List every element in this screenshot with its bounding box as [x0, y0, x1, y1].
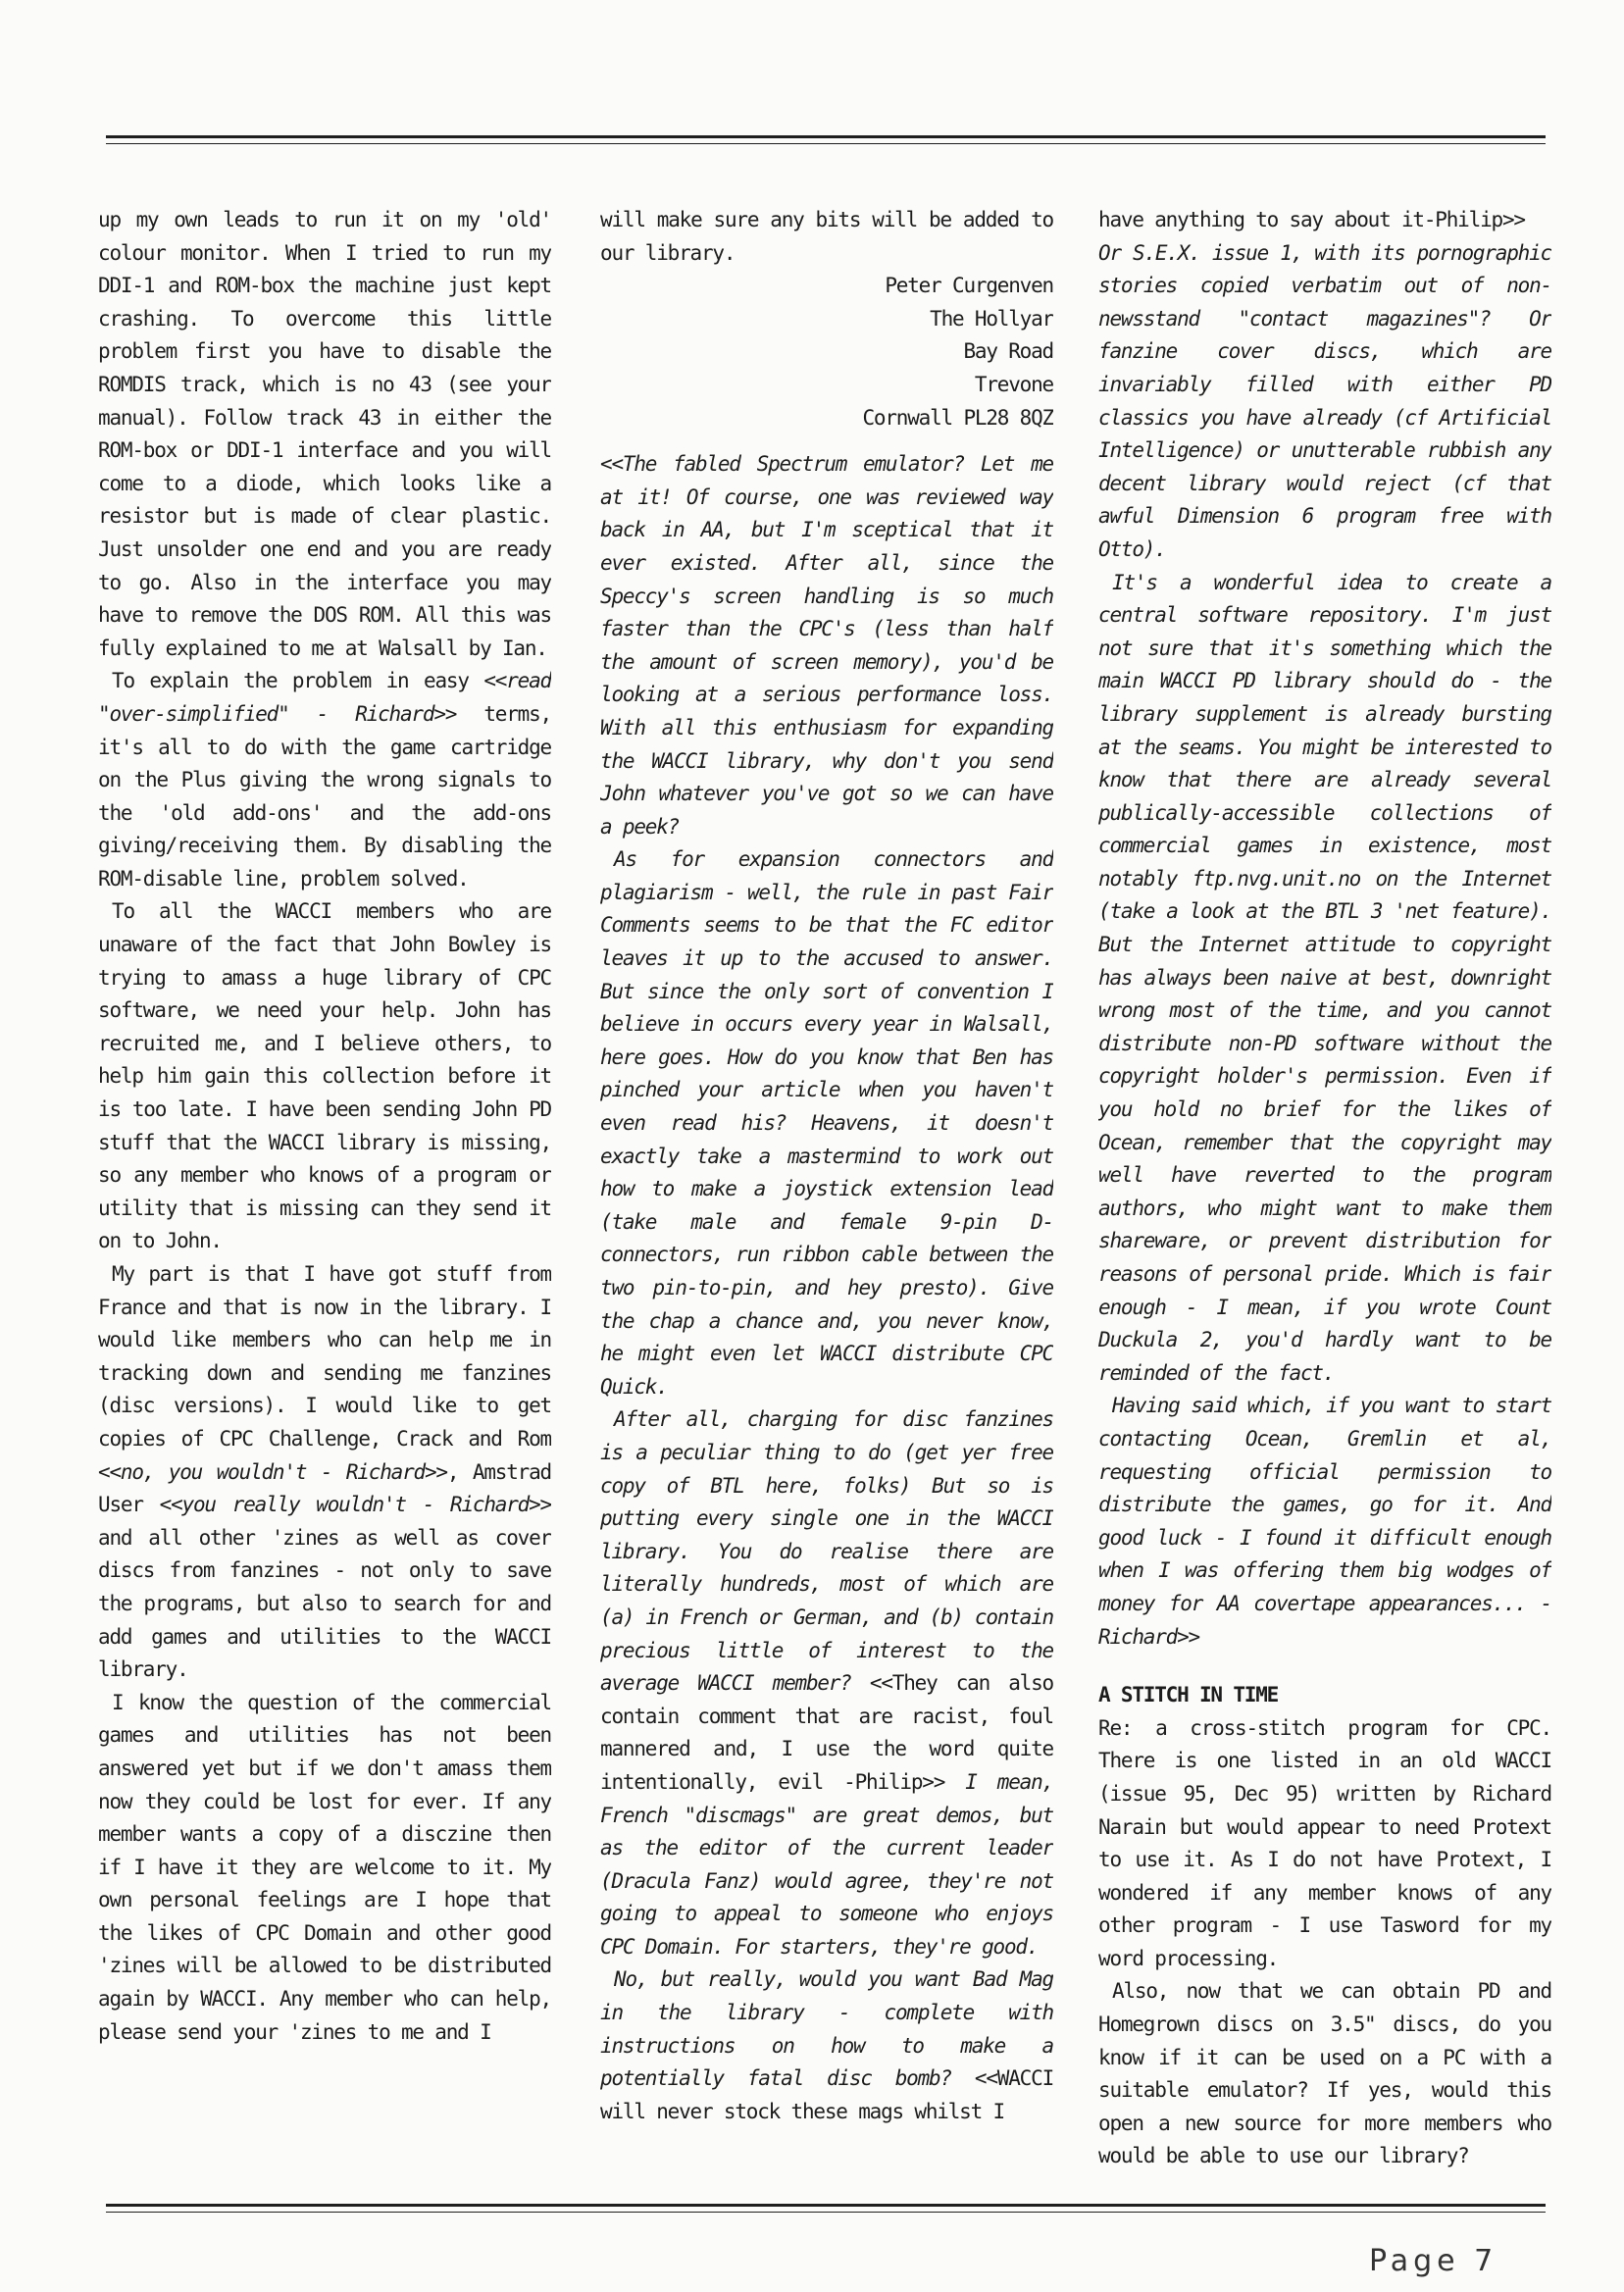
paragraph: To all the WACCI members who are unaware of the fact that John Bowley is trying to amass a huge library of CPC software, we need your help. John has recruited me, and I believe others, to help him gain this collection before it is too late. I have been sending John PD stuff that the WACCI library is missing, so any member who knows of a program or utility that is missing can they send it on to John.: [98, 899, 551, 1253]
top-rule-thin: [106, 143, 1546, 144]
editor-reply: No, but really, would you want Bad Mag in the library - complete with instructions on how to make a potentially fatal disc bomb? <<WACCI will never stock these mags whilst I: [600, 1967, 1053, 2123]
address-line: Cornwall PL28 8QZ: [862, 405, 1053, 430]
editor-reply: It's a wonderful idea to create a central software repository. I'm just not sure that it's something which the main WACCI PD library should do - the library supplement is already bursting at the seams. You might be interested to know that there are already several publically-accessible collections of commercial games in existence, most notably ftp.nvg.unit.no on the Internet (take a look at the BTL 3 'net feature). But the Internet attitude to copyright has always been naive at best, downright wrong most of the time, and you cannot distribute non-PD software without the copyright holder's permission. Even if you hold no brief for the likes of Ocean, remember that the copyright may well have reverted to the program authors, who might want to make them shareware, or prevent distribution for reasons of personal pride. Which is fair enough - I mean, if you wrote Count Duckula 2, you'd hardly want to be reminded of the fact.: [1098, 570, 1551, 1385]
editor-reply: After all, charging for disc fanzines is a peculiar thing to do (get yer free copy of BTL here, folks) But so is putting every single one in the WACCI library. You do realise there are literally hundreds, most of which are (a) in French or German, and (b) contain precious little of interest to the average WACCI member? <<They can also contain comment that are racist, foul mannered and, I use the word quite intentionally, evil -Philip>> I mean, French "discmags" are great demos, but as the editor of the current leader (Dracula Fanz) would agree, they're not going to appeal to someone who enjoys CPC Domain. For starters, they're good.: [600, 1407, 1053, 1959]
top-rule: [106, 135, 1546, 138]
paragraph: To explain the problem in easy <<read "over-simplified" - Richard>> terms, it's all to do with the game cartridge on the Plus giving the wrong signals to the 'old add-ons' and the add-ons giving/receiving them. By disabling the ROM-disable line, problem solved.: [98, 669, 551, 891]
section-heading: A STITCH IN TIME: [1098, 1683, 1279, 1707]
sender-address: [600, 270, 1053, 434]
address-line: The Hollyar: [930, 306, 1053, 331]
paragraph: Also, now that we can obtain PD and Homegrown discs on 3.5" discs, do you know if it can be used on a PC with a suitable emulator? If yes, would this open a new source for more members who would be able to use our library?: [1098, 1979, 1551, 2168]
editor-reply: As for expansion connectors and plagiarism - well, the rule in past Fair Comments seems to be that the FC editor leaves it up to the accused to answer. But since the only sort of convention I believe in occurs every year in Walsall, here goes. How do you know that Ben has pinched your article when you haven't even read his? Heavens, it doesn't exactly take a mastermind to work out how to make a joystick extension lead (take male and female 9-pin D-connectors, run ribbon cable between the two pin-to-pin, and hey presto). Give the chap a chance and, you never know, he might even let WACCI distribute CPC Quick.: [600, 847, 1053, 1399]
column-1: [98, 204, 551, 2195]
paragraph: I know the question of the commercial games and utilities has not been answered yet but if we don't amass them now they could be lost for ever. If any member wants a copy of a disczine then if I have it they are welcome to it. My own personal feelings are I hope that the likes of CPC Domain and other good 'zines will be allowed to be distributed again by WACCI. Any member who can help, please send your 'zines to me and I: [98, 1690, 551, 2044]
address-line: Peter Curgenven: [885, 274, 1053, 298]
editor-reply: Or S.E.X. issue 1, with its pornographic stories copied verbatim out of non-newsstand "contact magazines"? Or fanzine cover discs, which are invariably filled with either PD classics you have already (cf Artificial Intelligence) or unutterable rubbish any decent library would reject (cf that awful Dimension 6 program free with Otto).: [1098, 240, 1551, 561]
bottom-rule-thin: [106, 2212, 1546, 2213]
page-number: Page 7: [1369, 2244, 1498, 2278]
paragraph: My part is that I have got stuff from France and that is now in the library. I would like members who can help me in tracking down and sending me fanzines (disc versions). I would like to get copies of CPC Challenge, Crack and Rom <<no, you wouldn't - Richard>>, Amstrad User <<you really wouldn't - Richard>> and all other 'zines as well as cover discs from fanzines - not only to save the programs, but also to search for and add games and utilities to the WACCI library.: [98, 1262, 551, 1682]
editor-reply: have anything to say about it-Philip>>: [1098, 208, 1525, 231]
column-2: [600, 204, 1053, 2195]
paragraph: will make sure any bits will be added to our library.: [600, 208, 1053, 265]
address-line: Bay Road: [963, 339, 1053, 364]
editor-reply: <<The fabled Spectrum emulator? Let me at it! Of course, one was reviewed way back in AA, but I'm sceptical that it ever existed. After all, since the Speccy's screen handling is so much faster than the CPC's (less than half the amount of screen memory), you'd be looking at a serious performance loss. With all this enthusiasm for expanding the WACCI library, why don't you send John whatever you've got so we can have a peek?: [600, 452, 1053, 839]
address-line: Trevone: [974, 372, 1053, 396]
paragraph: up my own leads to run it on my 'old' colour monitor. When I tried to run my DDI-1 and ROM-box the machine just kept crashing. To overcome this little problem first you have to disable the ROMDIS track, which is no 43 (see your manual). Follow track 43 in either the ROM-box or DDI-1 interface and you will come to a diode, which looks like a resistor but is made of clear plastic. Just unsolder one end and you are ready to go. Also in the interface you may have to remove the DOS ROM. All this was fully explained to me at Walsall by Ian.: [98, 208, 551, 660]
editor-reply: Having said which, if you want to start contacting Ocean, Gremlin et al, requesting official permission to distribute the games, go for it. And good luck - I found it difficult enough when I was offering them big wodges of money for AA covertape appearances... -Richard>>: [1098, 1394, 1551, 1649]
bottom-rule: [106, 2204, 1546, 2207]
paragraph: Re: a cross-stitch program for CPC. There is one listed in an old WACCI (issue 95, Dec 95) written by Richard Narain but would appear to need Protext to use it. As I do not have Protext, I wondered if any member knows of any other program - I use Tasword for my word processing.: [1098, 1715, 1551, 1970]
column-3: [1098, 204, 1551, 2195]
